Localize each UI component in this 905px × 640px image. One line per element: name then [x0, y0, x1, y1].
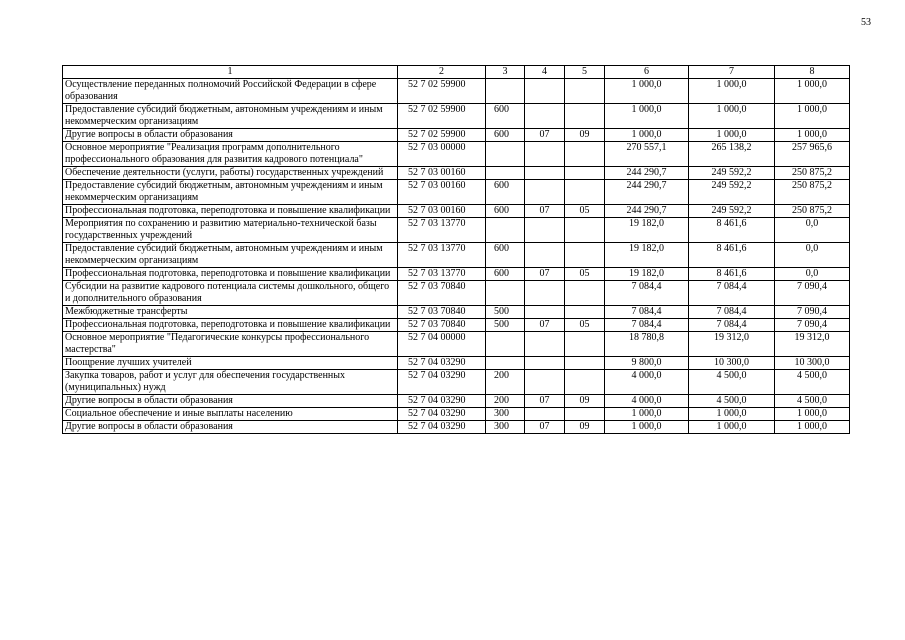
row-name-cell: Поощрение лучших учителей — [63, 357, 398, 370]
row-name-cell: Профессиональная подготовка, переподготовка и повышение квалификации — [63, 268, 398, 281]
row-value-col8-cell: 250 875,2 — [775, 167, 850, 180]
row-value-col7-cell: 249 592,2 — [689, 205, 775, 218]
row-code-cell: 52 7 03 70840 — [398, 306, 486, 319]
row-value-col7-cell: 10 300,0 — [689, 357, 775, 370]
table-row — [63, 319, 850, 332]
row-value-col6-cell: 7 084,4 — [605, 306, 689, 319]
row-value-col6-cell: 1 000,0 — [605, 129, 689, 142]
row-value-col6-cell: 1 000,0 — [605, 421, 689, 434]
row-value-col6-cell: 1 000,0 — [605, 79, 689, 104]
row-code-cell: 52 7 04 03290 — [398, 408, 486, 421]
budget-table — [62, 65, 850, 434]
row-vr-cell: 300 — [486, 408, 525, 421]
row-code-cell: 52 7 03 13770 — [398, 218, 486, 243]
row-code-cell: 52 7 03 00000 — [398, 142, 486, 167]
row-value-col6-cell: 244 290,7 — [605, 180, 689, 205]
row-code-cell: 52 7 03 00160 — [398, 205, 486, 218]
row-pr-cell — [565, 79, 605, 104]
row-code-cell: 52 7 02 59900 — [398, 129, 486, 142]
row-value-col6-cell: 244 290,7 — [605, 205, 689, 218]
row-value-col8-cell: 1 000,0 — [775, 421, 850, 434]
row-rz-cell — [525, 357, 565, 370]
row-name-cell: Субсидии на развитие кадрового потенциала системы дошкольного, общего и дополнительного образования — [63, 281, 398, 306]
header-cell: 1 — [63, 66, 398, 79]
row-value-col8-cell: 0,0 — [775, 268, 850, 281]
row-code-cell: 52 7 03 13770 — [398, 268, 486, 281]
row-value-col6-cell: 270 557,1 — [605, 142, 689, 167]
row-rz-cell — [525, 408, 565, 421]
row-code-cell: 52 7 03 00160 — [398, 180, 486, 205]
row-rz-cell: 07 — [525, 319, 565, 332]
row-rz-cell — [525, 218, 565, 243]
row-vr-cell — [486, 79, 525, 104]
row-value-col8-cell: 7 090,4 — [775, 319, 850, 332]
row-value-col8-cell: 10 300,0 — [775, 357, 850, 370]
header-cell: 8 — [775, 66, 850, 79]
row-value-col8-cell: 0,0 — [775, 243, 850, 268]
row-value-col7-cell: 8 461,6 — [689, 268, 775, 281]
row-code-cell: 52 7 04 03290 — [398, 421, 486, 434]
row-value-col8-cell: 1 000,0 — [775, 408, 850, 421]
row-rz-cell — [525, 243, 565, 268]
row-name-cell: Закупка товаров, работ и услуг для обеспечения государственных (муниципальных) нужд — [63, 370, 398, 395]
row-vr-cell: 200 — [486, 370, 525, 395]
row-value-col7-cell: 1 000,0 — [689, 129, 775, 142]
row-name-cell: Другие вопросы в области образования — [63, 395, 398, 408]
row-vr-cell — [486, 142, 525, 167]
row-name-cell: Обеспечение деятельности (услуги, работы) государственных учреждений — [63, 167, 398, 180]
row-value-col8-cell: 1 000,0 — [775, 129, 850, 142]
row-name-cell: Основное мероприятие "Реализация программ дополнительного профессионального образования для развития кадрового потенциала" — [63, 142, 398, 167]
row-value-col7-cell: 249 592,2 — [689, 167, 775, 180]
row-value-col6-cell: 19 182,0 — [605, 243, 689, 268]
row-pr-cell — [565, 306, 605, 319]
row-code-cell: 52 7 03 00160 — [398, 167, 486, 180]
row-pr-cell: 09 — [565, 129, 605, 142]
table-row — [63, 268, 850, 281]
row-value-col7-cell: 8 461,6 — [689, 218, 775, 243]
row-rz-cell: 07 — [525, 205, 565, 218]
table-row — [63, 306, 850, 319]
row-pr-cell: 05 — [565, 268, 605, 281]
row-name-cell: Основное мероприятие "Педагогические конкурсы профессионального мастерства" — [63, 332, 398, 357]
row-value-col6-cell: 1 000,0 — [605, 104, 689, 129]
row-rz-cell — [525, 79, 565, 104]
table-row — [63, 243, 850, 268]
table-row — [63, 104, 850, 129]
row-name-cell: Мероприятия по сохранению и развитию материально-технической базы государственных учреждений — [63, 218, 398, 243]
header-cell: 5 — [565, 66, 605, 79]
row-value-col6-cell: 19 182,0 — [605, 218, 689, 243]
row-pr-cell: 09 — [565, 421, 605, 434]
row-vr-cell: 600 — [486, 104, 525, 129]
table-row — [63, 408, 850, 421]
row-value-col7-cell: 249 592,2 — [689, 180, 775, 205]
row-code-cell: 52 7 03 13770 — [398, 243, 486, 268]
page-number: 53 — [861, 17, 871, 28]
table-row — [63, 142, 850, 167]
row-value-col7-cell: 265 138,2 — [689, 142, 775, 167]
row-name-cell: Предоставление субсидий бюджетным, автономным учреждениям и иным некоммерческим организациям — [63, 104, 398, 129]
row-name-cell: Другие вопросы в области образования — [63, 129, 398, 142]
row-vr-cell: 500 — [486, 306, 525, 319]
row-value-col8-cell: 19 312,0 — [775, 332, 850, 357]
row-value-col6-cell: 4 000,0 — [605, 370, 689, 395]
row-pr-cell — [565, 408, 605, 421]
row-pr-cell — [565, 243, 605, 268]
row-vr-cell: 500 — [486, 319, 525, 332]
row-pr-cell — [565, 180, 605, 205]
row-rz-cell — [525, 306, 565, 319]
table-row — [63, 370, 850, 395]
row-value-col6-cell: 19 182,0 — [605, 268, 689, 281]
row-pr-cell — [565, 167, 605, 180]
row-code-cell: 52 7 02 59900 — [398, 104, 486, 129]
row-code-cell: 52 7 03 70840 — [398, 281, 486, 306]
table-row — [63, 167, 850, 180]
row-vr-cell — [486, 167, 525, 180]
row-vr-cell: 300 — [486, 421, 525, 434]
row-code-cell: 52 7 02 59900 — [398, 79, 486, 104]
row-value-col8-cell: 257 965,6 — [775, 142, 850, 167]
table-row — [63, 218, 850, 243]
row-value-col6-cell: 18 780,8 — [605, 332, 689, 357]
row-pr-cell — [565, 332, 605, 357]
row-value-col7-cell: 1 000,0 — [689, 104, 775, 129]
row-value-col7-cell: 7 084,4 — [689, 319, 775, 332]
header-cell: 6 — [605, 66, 689, 79]
row-rz-cell: 07 — [525, 268, 565, 281]
row-vr-cell: 600 — [486, 205, 525, 218]
header-cell: 4 — [525, 66, 565, 79]
row-rz-cell: 07 — [525, 421, 565, 434]
row-rz-cell: 07 — [525, 395, 565, 408]
row-value-col6-cell: 9 800,0 — [605, 357, 689, 370]
row-value-col7-cell: 7 084,4 — [689, 306, 775, 319]
row-value-col6-cell: 4 000,0 — [605, 395, 689, 408]
row-name-cell: Предоставление субсидий бюджетным, автономным учреждениям и иным некоммерческим организациям — [63, 180, 398, 205]
row-name-cell: Межбюджетные трансферты — [63, 306, 398, 319]
row-pr-cell — [565, 357, 605, 370]
row-code-cell: 52 7 04 00000 — [398, 332, 486, 357]
row-code-cell: 52 7 04 03290 — [398, 357, 486, 370]
row-pr-cell: 05 — [565, 319, 605, 332]
table-header-row — [63, 66, 850, 79]
row-value-col6-cell: 1 000,0 — [605, 408, 689, 421]
row-value-col8-cell: 0,0 — [775, 218, 850, 243]
row-rz-cell: 07 — [525, 129, 565, 142]
row-code-cell: 52 7 03 70840 — [398, 319, 486, 332]
table-row — [63, 395, 850, 408]
row-name-cell: Профессиональная подготовка, переподготовка и повышение квалификации — [63, 205, 398, 218]
row-code-cell: 52 7 04 03290 — [398, 395, 486, 408]
table-row — [63, 357, 850, 370]
table-row — [63, 129, 850, 142]
row-rz-cell — [525, 332, 565, 357]
row-vr-cell — [486, 332, 525, 357]
row-value-col7-cell: 1 000,0 — [689, 408, 775, 421]
row-value-col8-cell: 4 500,0 — [775, 395, 850, 408]
row-value-col7-cell: 7 084,4 — [689, 281, 775, 306]
row-name-cell: Осуществление переданных полномочий Российской Федерации в сфере образования — [63, 79, 398, 104]
row-vr-cell — [486, 357, 525, 370]
row-rz-cell — [525, 104, 565, 129]
row-vr-cell: 600 — [486, 180, 525, 205]
row-value-col7-cell: 4 500,0 — [689, 395, 775, 408]
row-name-cell: Другие вопросы в области образования — [63, 421, 398, 434]
row-pr-cell — [565, 281, 605, 306]
row-vr-cell: 600 — [486, 268, 525, 281]
row-rz-cell — [525, 167, 565, 180]
row-pr-cell — [565, 218, 605, 243]
row-rz-cell — [525, 370, 565, 395]
row-pr-cell — [565, 104, 605, 129]
row-vr-cell: 600 — [486, 243, 525, 268]
row-value-col7-cell: 8 461,6 — [689, 243, 775, 268]
row-value-col8-cell: 250 875,2 — [775, 180, 850, 205]
row-value-col8-cell: 1 000,0 — [775, 79, 850, 104]
row-rz-cell — [525, 281, 565, 306]
row-value-col7-cell: 1 000,0 — [689, 79, 775, 104]
table-row — [63, 421, 850, 434]
table-row — [63, 180, 850, 205]
row-rz-cell — [525, 142, 565, 167]
row-pr-cell: 09 — [565, 395, 605, 408]
row-vr-cell — [486, 281, 525, 306]
row-value-col8-cell: 4 500,0 — [775, 370, 850, 395]
row-vr-cell — [486, 218, 525, 243]
row-name-cell: Предоставление субсидий бюджетным, автономным учреждениям и иным некоммерческим организациям — [63, 243, 398, 268]
row-value-col6-cell: 7 084,4 — [605, 281, 689, 306]
row-value-col7-cell: 19 312,0 — [689, 332, 775, 357]
row-pr-cell — [565, 142, 605, 167]
row-value-col8-cell: 7 090,4 — [775, 306, 850, 319]
row-value-col8-cell: 250 875,2 — [775, 205, 850, 218]
row-value-col8-cell: 7 090,4 — [775, 281, 850, 306]
row-value-col8-cell: 1 000,0 — [775, 104, 850, 129]
row-pr-cell — [565, 370, 605, 395]
table-row — [63, 205, 850, 218]
row-vr-cell: 200 — [486, 395, 525, 408]
header-cell: 2 — [398, 66, 486, 79]
row-name-cell: Профессиональная подготовка, переподготовка и повышение квалификации — [63, 319, 398, 332]
header-cell: 7 — [689, 66, 775, 79]
row-value-col7-cell: 1 000,0 — [689, 421, 775, 434]
header-cell: 3 — [486, 66, 525, 79]
row-rz-cell — [525, 180, 565, 205]
row-value-col6-cell: 7 084,4 — [605, 319, 689, 332]
table-row — [63, 281, 850, 306]
row-pr-cell: 05 — [565, 205, 605, 218]
row-name-cell: Социальное обеспечение и иные выплаты населению — [63, 408, 398, 421]
table-row — [63, 79, 850, 104]
table-row — [63, 332, 850, 357]
row-vr-cell: 600 — [486, 129, 525, 142]
row-code-cell: 52 7 04 03290 — [398, 370, 486, 395]
row-value-col7-cell: 4 500,0 — [689, 370, 775, 395]
row-value-col6-cell: 244 290,7 — [605, 167, 689, 180]
